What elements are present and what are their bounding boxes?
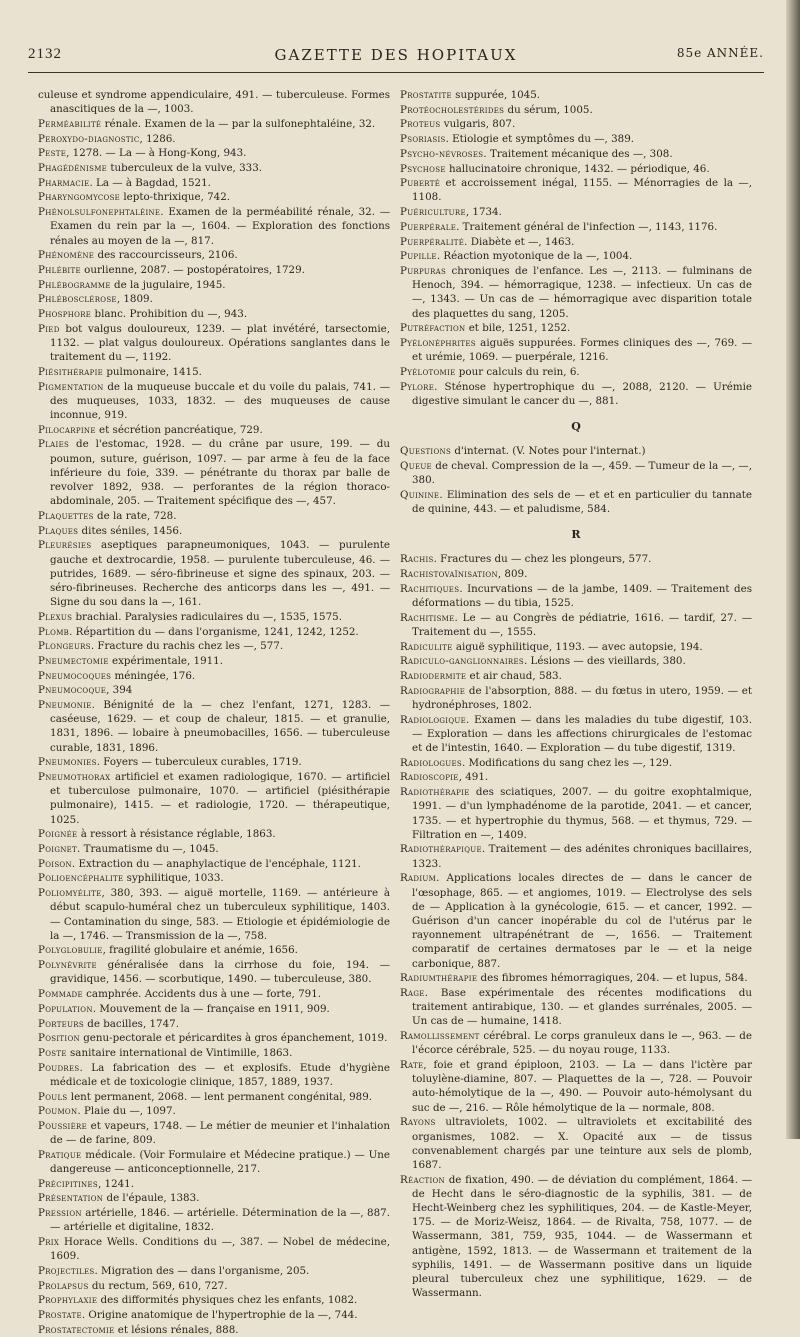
index-entry	[400, 611, 752, 639]
entry-text: généralisée dans la cirrhose du foie, 194. — gravidique, 1456. — scorbutique, 1490. — tuberculeuse, 380.	[50, 959, 390, 986]
entry-text: et vapeurs, 1748. — Le métier de meunier et l'inhalation de — de farine, 809.	[50, 1119, 390, 1147]
entry-text: . Fractures du — chez les plongeurs, 577.	[433, 553, 652, 566]
entry-keyword: Radiumthérapie	[400, 972, 478, 985]
entry-keyword: Pharyngomycose	[38, 191, 121, 204]
entry-text: . Réaction myotonique de la —, 1004.	[436, 250, 633, 263]
entry-keyword: Psycho-névroses	[400, 147, 484, 160]
index-entry	[400, 249, 752, 263]
index-entry	[38, 1206, 390, 1234]
entry-text: artificiel et examen radiologique, 1670. — artificiel et tuberculose pulmonaire, 1070. — artificiel (piésithérapie pulmonaire), 1415. — et radiologie, 1720. — thérapeutique, 1025.	[50, 771, 390, 826]
entry-keyword: Poste	[38, 1046, 67, 1059]
entry-keyword: Plaques	[38, 524, 79, 537]
entry-text: . Répartition du — dans l'organisme, 1241, 1242, 1252.	[69, 625, 359, 638]
entry-keyword: Polyglobulie	[38, 944, 103, 957]
entry-keyword: Psychose	[400, 162, 446, 175]
index-entry	[400, 162, 752, 176]
entry-keyword: Radiothérapique	[400, 843, 482, 856]
entry-text: des difformités physiques chez les enfants, 1082.	[97, 1294, 358, 1307]
index-entry	[38, 292, 390, 306]
index-entry	[38, 698, 390, 755]
entry-text: pour calculs du rein, 6.	[455, 365, 580, 378]
entry-keyword: Radiographie	[400, 684, 466, 697]
index-entry	[38, 437, 390, 508]
entry-text: . La — à Bagdad, 1521.	[89, 176, 211, 189]
entry-keyword: Pigmentation	[38, 380, 104, 393]
entry-text: vulgaris, 807.	[440, 118, 516, 131]
entry-keyword: Phénomène	[38, 249, 95, 262]
entry-text: aiguës suppurées. Formes cliniques des —, 769. — et urémie, 1069. — puerpérale, 1216.	[412, 336, 752, 364]
entry-keyword: Prolapsus	[38, 1279, 89, 1292]
entry-text: lent permanent, 2068. — lent permanent congénital, 989.	[67, 1090, 373, 1103]
entry-text: . Traitement — des adénites chroniques bacillaires, 1323.	[412, 843, 752, 870]
entry-keyword: Prostatite	[400, 89, 452, 101]
entry-text: . Examen — dans les maladies du tube digestif, 103. — Exploration — dans les affections chirurgicales de l'estomac et de l'intestin, 1640. — Exploration — du tube digestif, 1319.	[412, 713, 752, 755]
entry-keyword: Pied	[38, 322, 60, 335]
entry-text: . Modifications du sang chez les —, 129.	[462, 756, 673, 769]
entry-keyword: Pneumocoque	[38, 684, 107, 697]
index-entry	[400, 552, 752, 566]
entry-text: dites séniles, 1456.	[78, 524, 183, 537]
entry-keyword: Puériculture	[400, 206, 466, 219]
entry-text: . Incurvations — de la jambe, 1409. — Traitement des déformations — du tibia, 1525.	[412, 582, 752, 609]
index-entry	[38, 1104, 390, 1118]
entry-keyword: Prix	[38, 1236, 60, 1249]
index-entry	[38, 365, 390, 379]
entry-keyword: Perméabilité	[38, 117, 102, 130]
entry-keyword: Proteus	[400, 118, 441, 131]
entry-keyword: Quinine	[400, 488, 440, 501]
index-entry	[38, 1191, 390, 1205]
index-entry	[38, 1148, 390, 1176]
index-entry	[38, 755, 390, 769]
entry-keyword: Plaies	[38, 438, 70, 451]
entry-text: tuberculeux de la vulve, 333.	[107, 162, 263, 175]
index-entry	[38, 117, 390, 131]
entry-text: du rectum, 569, 610, 727.	[88, 1279, 228, 1292]
entry-keyword: Poliomyélite	[38, 887, 102, 900]
index-entry	[38, 423, 390, 437]
entry-keyword: Prophylaxie	[38, 1294, 98, 1307]
index-entry	[38, 770, 390, 827]
entry-text: cérébral. Le corps granuleux dans le —, 963. — de l'écorce cérébrale, 525. — du noyau rouge, 1133.	[412, 1030, 752, 1057]
entry-keyword: Radium	[400, 872, 437, 885]
entry-text: . Lésions — des vieillards, 380.	[523, 655, 686, 668]
entry-keyword: Phlébogramme	[38, 278, 111, 291]
index-entry	[38, 654, 390, 668]
index-entry	[38, 827, 390, 841]
entry-keyword: Rachitisme	[400, 611, 455, 624]
index-entry	[400, 640, 752, 654]
entry-text: , 1734.	[465, 206, 502, 219]
entry-keyword: Polioencéphalite	[38, 872, 124, 885]
entry-keyword: Queue	[400, 459, 432, 472]
entry-text: méningée, 176.	[111, 669, 196, 682]
entry-text: pulmonaire, 1415.	[103, 365, 202, 378]
entry-text: , foie et grand épiploon, 2103. — La — dans l'ictère par toluylène-diamine, 807. — Plaquettes de la —, 728. — Pouvoir auto-hémolytique de la —, 490. — Pouvoir auto-hémolysant du suc de —, 216. — Rôle hémolytique de la — normale, 808.	[412, 1059, 752, 1114]
index-entry	[400, 488, 752, 516]
entry-keyword: Phosphore	[38, 308, 92, 321]
index-entry	[400, 582, 752, 610]
entry-text: et lésions rénales, 888.	[114, 1323, 239, 1336]
index-entry	[38, 683, 390, 697]
entry-text: et bile, 1251, 1252.	[465, 322, 571, 335]
entry-text: et air chaud, 583.	[466, 670, 562, 683]
index-entry	[400, 147, 752, 161]
entry-keyword: Rachis	[400, 553, 434, 566]
index-entry	[400, 842, 752, 870]
entry-keyword: Pyélotomie	[400, 365, 456, 378]
index-entry	[400, 756, 752, 770]
entry-keyword: Puerpérale	[400, 220, 457, 233]
index-entry	[400, 220, 752, 234]
index-entry	[400, 567, 752, 581]
entry-keyword: Pneumonie	[38, 699, 92, 712]
index-entry	[400, 1115, 752, 1172]
index-entry	[38, 857, 390, 871]
entry-text: . Traitement général de l'infection —, 1143, 1176.	[456, 220, 718, 233]
entry-text: , 1278. — La — à Hong-Kong, 943.	[66, 147, 247, 160]
entry-text: . Diabète et —, 1463.	[464, 235, 575, 248]
entry-text: sanitaire international de Vintimille, 1863.	[66, 1046, 293, 1059]
entry-keyword: Projectiles	[38, 1264, 95, 1277]
entry-text: . Bénignité de la — chez l'enfant, 1271, 1283. — caséeuse, 1629. — et coup de chaleur, 1815. — et granulie, 1831, 1896. — lobaire à pneumobacilles, 1656. — tuberculeuse curable, 1831, 1896.	[50, 699, 390, 754]
index-entry	[400, 684, 752, 712]
index-entry	[38, 987, 390, 1001]
entry-text: de cheval. Compression de la —, 459. — Tumeur de la —, —, 380.	[412, 459, 752, 487]
index-entry	[38, 1002, 390, 1016]
index-entry	[400, 1029, 752, 1057]
entry-keyword: Protéocholestérides	[400, 103, 505, 116]
entry-text: . Fracture du rachis chez les —, 577.	[90, 640, 284, 653]
entry-keyword: Population	[38, 1002, 93, 1015]
entry-text: aiguë syphilitique, 1193. — avec autopsie, 194.	[452, 640, 703, 653]
index-entry	[400, 770, 752, 784]
index-entry	[38, 610, 390, 624]
index-entry	[400, 205, 752, 219]
entry-keyword: Rate	[400, 1059, 424, 1071]
entry-text: suppurée, 1045.	[451, 89, 541, 101]
index-entry	[38, 380, 390, 423]
index-entry	[400, 88, 752, 102]
entry-text: . Elimination des sels de — et et en particulier du tannate de quinine, 443. — et paludisme, 584.	[412, 488, 752, 515]
section-p-continued	[400, 88, 752, 408]
entry-text: ourlienne, 2087. — postopératoires, 1729.	[80, 263, 305, 276]
entry-keyword: Radioscopie	[400, 771, 459, 784]
section-r	[400, 552, 752, 1300]
entry-keyword: Phlébosclérose	[38, 293, 117, 306]
index-entry	[38, 322, 390, 365]
index-entry	[400, 321, 752, 335]
entry-keyword: Peste	[38, 147, 67, 160]
index-entry	[38, 1061, 390, 1089]
entry-text: expérimentale, 1911.	[108, 654, 224, 667]
entry-text: rénale. Examen de la — par la sulfonephtaléine, 32.	[101, 117, 376, 130]
entry-text: à ressort à résistance réglable, 1863.	[77, 828, 276, 841]
entry-text: de l'estomac, 1928. — du crâne par usure, 199. — du poumon, suture, guérison, 1097. — par arme à feu de la face inférieure du foie, 339. — pénétrante du thorax par balle de revolver 1892, 938. — perforantes de la région thoraco-abdominale, 205. — Traitement spécifique des —, 457.	[50, 438, 390, 508]
entry-keyword: Radiculite	[400, 640, 453, 653]
index-entry	[400, 365, 752, 379]
section-letter-q: Q	[571, 419, 581, 433]
entry-text: , 1809.	[116, 293, 153, 306]
entry-text: de l'absorption, 888. — du fœtus in utero, 1959. — et hydronéphroses, 1802.	[412, 684, 752, 711]
binding-edge	[786, 0, 800, 1139]
entry-text: artérielle, 1846. — artérielle. Détermination de la —, 887. — artérielle et digitaline, 1832.	[50, 1207, 390, 1234]
entry-text: . Traumatisme du —, 1045.	[77, 843, 219, 856]
index-entry	[38, 1235, 390, 1263]
page-number: 2132	[28, 46, 62, 62]
entry-keyword: Pneumonies	[38, 756, 97, 769]
index-entry	[38, 190, 390, 204]
journal-title: GAZETTE DES HOPITAUX	[274, 46, 518, 64]
entry-text: . Origine anatomique de l'hypertrophie de la —, 744.	[81, 1309, 358, 1322]
entry-keyword: Plexus	[38, 610, 73, 623]
entry-keyword: Radiodermite	[400, 670, 467, 683]
index-entry	[38, 1323, 390, 1337]
entry-keyword: Poison	[38, 857, 72, 870]
index-entry	[38, 205, 390, 248]
entry-keyword: Pilocarpine	[38, 423, 96, 436]
entry-text: Horace Wells. Conditions du —, 387. — Nobel de médecine, 1609.	[50, 1236, 390, 1263]
index-entry	[400, 1058, 752, 1115]
entry-text: . Applications locales directes de — dans le cancer de l'œsophage, 865. — et angiomes, 1019. — Electrolyse des sels de — Application à la gynécologie, 615. — et cancer, 1992. — Guérison d'un cancer inopérable du col de l'utérus par le rayonnement ultrapénétrant de —, 1656. — Traitement comparatif de certaines dermatoses par le — et la neige carbonique, 887.	[412, 872, 752, 970]
entry-keyword: Ramollissement	[400, 1030, 480, 1043]
entry-text: . Plaie du —, 1097.	[77, 1105, 176, 1118]
entry-keyword: Pratique	[38, 1148, 82, 1161]
entry-text: , 1241.	[97, 1177, 135, 1190]
entry-text: , fragilité globulaire et anémie, 1656.	[102, 944, 298, 957]
index-entry	[400, 785, 752, 842]
index-entry	[38, 1017, 390, 1031]
entry-text: de la muqueuse buccale et du voile du palais, 741. — des muqueuses, 1033, 1832. — des muqueuses de cause inconnue, 919.	[50, 380, 390, 421]
index-entry	[38, 538, 390, 609]
index-entry	[38, 886, 390, 943]
entry-text: . Le — au Congrès de pédiatrie, 1616. — tardif, 27. — Traitement du —, 1555.	[412, 611, 752, 638]
index-entry	[400, 971, 752, 985]
entry-text: de la rate, 728.	[93, 509, 177, 522]
entry-keyword: Présentation	[38, 1192, 104, 1205]
entry-keyword: Pneumectomie	[38, 654, 109, 667]
entry-text: . La fabrication des — et explosifs. Etude d'hygiène médicale et de toxicologie clinique, 1857, 1889, 1937.	[50, 1061, 390, 1088]
entry-keyword: Pneumothorax	[38, 771, 111, 784]
index-entry	[400, 235, 752, 249]
entry-text: , 491.	[458, 771, 489, 784]
entry-keyword: Pylore	[400, 380, 435, 393]
index-entry	[400, 117, 752, 131]
entry-keyword: Pouls	[38, 1090, 68, 1103]
index-entry	[400, 336, 752, 364]
entry-text: camphrée. Accidents dus à une — forte, 791.	[82, 988, 322, 1001]
index-entry	[400, 380, 752, 408]
page-header	[28, 46, 764, 66]
entry-keyword: Phénolsulfonephtaléine	[38, 206, 161, 219]
entry-keyword: Pommade	[38, 988, 83, 1001]
index-entry	[400, 176, 752, 204]
entry-text: . Mouvement de la — française en 1911, 909.	[92, 1002, 330, 1015]
entry-text: bot valgus douloureux, 1239. — plat invétéré, tarsectomie, 1132. — plat valgus douloureux. Opérations sanglantes dans le traitement du —, 1192.	[50, 322, 390, 364]
index-entry	[38, 132, 390, 146]
index-entry	[400, 713, 752, 756]
right-column	[400, 88, 752, 1301]
entry-text: du sérum, 1005.	[504, 103, 593, 116]
entry-text: blanc. Prohibition du —, 943.	[91, 308, 248, 321]
entry-keyword: Purpuras	[400, 264, 447, 277]
entry-keyword: Pyélonéphrites	[400, 336, 476, 349]
entry-keyword: Plongeurs	[38, 640, 91, 653]
index-entry	[38, 1279, 390, 1293]
index-entry	[38, 509, 390, 523]
index-entry	[38, 669, 390, 683]
index-entry	[38, 1119, 390, 1147]
index-entry	[400, 654, 752, 668]
entry-keyword: Putréfaction	[400, 322, 466, 335]
index-entry	[38, 871, 390, 885]
index-entry	[400, 459, 752, 487]
index-entry	[38, 1177, 390, 1191]
entry-text: lepto-thrixique, 742.	[120, 191, 231, 204]
entry-keyword: Piésithérapie	[38, 365, 104, 378]
entry-text: brachial. Paralysies radiculaires du —, 1535, 1575.	[72, 610, 342, 623]
index-entry	[400, 669, 752, 683]
section-q	[400, 444, 752, 516]
entry-text: et sécrétion pancréatique, 729.	[95, 423, 263, 436]
volume-year: 85e ANNÉE.	[676, 46, 764, 60]
header-rule	[28, 72, 764, 73]
index-entry	[38, 1046, 390, 1060]
entry-keyword: Radiculo-ganglionnaires	[400, 655, 524, 668]
entry-keyword: Poudres	[38, 1061, 80, 1074]
entry-keyword: Pression	[38, 1207, 82, 1220]
index-entry	[400, 444, 752, 458]
entry-text: de fixation, 490. — de déviation du complément, 1864. — de Hecht dans le séro-diagnostic de la syphilis, 381. — de Hecht-Weinberg chez les syphilitiques, 204. — de Kastle-Meyer, 175. — de Moriz-Weisz, 1864. — de Rivalta, 758, 1077. — de Wassermann, 381, 759, 935, 1044. — de Wassermann et antigène, 1592, 1813. — de Wassermann et traitement de la syphilis, 1491. — de Wassermann positive dans un liquide pleural tuberculeux chez une syphilitique, 1629. — de Wassermann.	[412, 1173, 752, 1300]
entry-keyword: Poussière	[38, 1119, 87, 1132]
index-entry	[38, 88, 390, 116]
index-entry	[38, 524, 390, 538]
entry-keyword: Rachitiques	[400, 582, 460, 595]
entry-keyword: Pleurésies	[38, 539, 92, 552]
entry-text: médicale. (Voir Formulaire et Médecine pratique.) — Une dangereuse — anticonceptionnelle, 217.	[50, 1148, 390, 1176]
index-entry	[38, 1264, 390, 1278]
entry-text: . Foyers — tuberculeux curables, 1719.	[96, 756, 302, 769]
entry-keyword: Rage	[400, 986, 425, 999]
index-entry	[38, 639, 390, 653]
entry-keyword: Pupille	[400, 250, 437, 263]
entry-keyword: Puberté	[400, 177, 441, 190]
entry-text: . Migration des — dans l'organisme, 205.	[94, 1264, 310, 1277]
entry-text: , 394	[106, 684, 133, 697]
entry-keyword: Précipitines	[38, 1177, 98, 1190]
entry-keyword: Psoriasis	[400, 133, 446, 146]
entry-keyword: Plaquettes	[38, 509, 94, 522]
entry-text: . Traitement mécanique des —, 308.	[483, 147, 673, 160]
entry-text: hallucinatoire chronique, 1432. — périodique, 46.	[445, 162, 710, 175]
entry-text: ultraviolets, 1002. — ultraviolets et excitabilité des organismes, 1082. — X. Opacité aux — de tissus convenablement chargés par une teinture aux sels de plomb, 1687.	[412, 1116, 752, 1171]
entry-text: des sciatiques, 2007. — du goitre exophtalmique, 1991. — d'un lymphadénome de la parotide, 2041. — et cancer, 1735. — et hypertrophie du thymus, 568. — et thymus, 729. — Filtration en —, 1409.	[412, 786, 752, 841]
entry-text: d'internat. (V. Notes pour l'internat.)	[451, 445, 646, 458]
entry-keyword: Poumon	[38, 1105, 78, 1118]
entry-keyword: Poignet	[38, 843, 78, 856]
entry-keyword: Pharmacie	[38, 176, 90, 189]
entry-keyword: Radiologique	[400, 713, 467, 726]
entry-text: , 380, 393. — aiguë mortelle, 1169. — antérieure à début scapulo-huméral chez un tuberculeux syphilitique, 1403. — Contamination du singe, 583. — Etiologie et épidémiologie de la —, 1746. — Transmission de la —, 758.	[50, 887, 390, 942]
index-entry	[400, 103, 752, 117]
index-entry	[38, 278, 390, 292]
entry-text: , 809.	[497, 568, 528, 581]
index-entry	[38, 625, 390, 639]
index-entry	[400, 1173, 752, 1301]
entry-keyword: Puerpéralité	[400, 235, 465, 248]
entry-keyword: Prostatectomie	[38, 1323, 115, 1336]
index-entry	[38, 1090, 390, 1104]
entry-text: chroniques de l'enfance. Les —, 2113. — fulminans de Henoch, 394. — hémorragique, 1238. — infectieux. Un cas de —, 1343. — Un cas de — hémorragique avec disparition totale des plaquettes du sang, 1205.	[412, 264, 752, 320]
index-entry	[38, 146, 390, 160]
entry-keyword: Position	[38, 1032, 80, 1045]
entry-text: de l'épaule, 1383.	[103, 1192, 200, 1205]
entry-keyword: Radiologues	[400, 756, 463, 769]
index-entry	[38, 248, 390, 262]
left-column	[38, 88, 390, 1337]
index-entry	[38, 161, 390, 175]
index-entry	[38, 958, 390, 986]
index-entry	[38, 1031, 390, 1045]
entry-text: genu-pectorale et péricardites à gros épanchement, 1019.	[79, 1032, 388, 1045]
index-entry	[38, 943, 390, 957]
entry-text: et accroissement inégal, 1155. — Ménorragies de la —, 1108.	[412, 177, 752, 204]
entry-keyword: Plomb	[38, 625, 70, 638]
entry-text: des fibromes hémorragiques, 204. — et lupus, 584.	[477, 972, 748, 985]
entry-keyword: Rayons	[400, 1116, 436, 1129]
index-entry	[400, 871, 752, 970]
index-entry	[38, 1293, 390, 1307]
entry-keyword: Phlébite	[38, 263, 81, 276]
entry-text: . Etiologie et symptômes du —, 389.	[445, 133, 635, 146]
index-entry	[38, 263, 390, 277]
index-entry	[38, 176, 390, 190]
entry-text: . Sténose hypertrophique du —, 2088, 2120. — Urémie digestive simulant le cancer du —, 881.	[412, 380, 752, 407]
entry-text: aseptiques parapneumoniques, 1043. — purulente gauche et dextrocardie, 1958. — purulente tuberculeuse, 46. — putrides, 1689. — séro-fibrineuse et signe des spinaux, 203. — séro-fibrineuses. Recherche des anticorps dans les —, 491. — Signe du sou dans la —, 161.	[50, 539, 390, 609]
entry-keyword: Rachistovaïnisation	[400, 568, 498, 581]
entry-keyword: Peroxydo-diagnostic	[38, 132, 140, 145]
index-entry	[38, 842, 390, 856]
section-letter-r: R	[571, 528, 581, 542]
index-entry	[38, 307, 390, 321]
entry-keyword: Prostate	[38, 1309, 82, 1322]
entry-keyword: Réaction	[400, 1173, 445, 1186]
entry-text: de la jugulaire, 1945.	[110, 278, 226, 291]
entry-text: de bacilles, 1747.	[83, 1017, 179, 1030]
entry-keyword: Pneumocoques	[38, 669, 112, 682]
entry-text: . Extraction du — anaphylactique de l'encéphale, 1121.	[71, 857, 361, 870]
index-entry	[400, 264, 752, 321]
index-entry	[38, 1308, 390, 1322]
entry-keyword: Radiothérapie	[400, 786, 470, 799]
entry-keyword: Polynévrite	[38, 959, 97, 972]
entry-text: syphilitique, 1033.	[123, 872, 224, 885]
entry-keyword: Porteurs	[38, 1017, 84, 1030]
entry-text: . Base expérimentale des récentes modifications du traitement antirabique, 130. — et glandes surrénales, 2005. — Un cas de — humaine, 1418.	[412, 986, 752, 1028]
entry-text: des raccourcisseurs, 2106.	[94, 249, 238, 262]
entry-keyword: Poignée	[38, 828, 78, 841]
index-entry	[400, 986, 752, 1029]
entry-text: . Examen de la perméabilité rénale, 32. — Examen du rein par la —, 1604. — Exploration des fonctions rénales au moyen de la —, 817.	[50, 206, 390, 247]
entry-text: culeuse et syndrome appendiculaire, 491. — tuberculeuse. Formes anascitiques de la —, 1003.	[38, 89, 390, 116]
entry-text: , 1286.	[139, 132, 176, 145]
entry-keyword: Phagédénisme	[38, 162, 108, 175]
index-entry	[400, 132, 752, 146]
entry-keyword: Questions	[400, 445, 452, 458]
